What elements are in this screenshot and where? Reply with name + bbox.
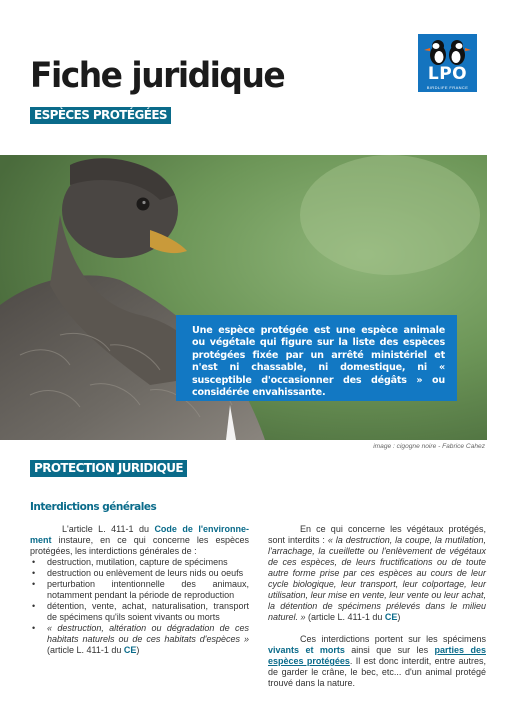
definition-box: Une espèce protégée est une espèce animale ou végétale qui figure sur la liste des espèces protégées fixée par un arrêté ministériel et n'est ni chassable, ni domestique, ni « susceptible d'occasionner des dégâts » ou considérée envahissante. (176, 315, 457, 401)
section-subtitle: Interdictions générales (30, 501, 157, 513)
lpo-logo[interactable] (418, 34, 477, 92)
article-ref: (article L. 411-1 du (305, 612, 385, 622)
species-tag: ESPÈCES PROTÉGÉES (30, 107, 171, 124)
ce-link[interactable]: CE (384, 612, 398, 622)
section-title: PROTECTION JURIDIQUE (30, 460, 187, 477)
intro-text-end: instaure, en ce qui concerne les espèces protégées, les interdictions générales de : (30, 535, 249, 556)
prohibitions-list (30, 557, 249, 656)
specimens-text-end: . Il est donc interdit, entre autres, de garder le crâne, le bec, etc... d'un animal protégé trouvé dans la nature. (268, 656, 486, 688)
list-item: • détention, vente, achat, naturalisation, transport de spécimens qu'ils soient vivants ou morts (30, 601, 249, 623)
list-item (30, 623, 249, 656)
article-ref: (article L. 411-1 du (47, 645, 124, 655)
ce-link[interactable]: CE (123, 645, 137, 655)
page-title: Fiche juridique (30, 56, 285, 96)
left-column (30, 524, 249, 656)
image-caption: image : cigogne noire - Fabrice Cahez (373, 443, 485, 450)
living-dead-highlight: vivants et morts (268, 645, 345, 655)
list-item: • destruction ou enlèvement de leurs nids ou oeufs (30, 568, 249, 579)
logo-name: LPO (427, 64, 468, 84)
right-column (268, 524, 486, 689)
ref-end: ) (397, 612, 401, 622)
specimens-text: Ces interdictions portent sur les spécimens (300, 634, 486, 644)
code-environnement-link[interactable]: Code de l'environne-ment (30, 524, 249, 545)
habitat-quote: « destruction, altération ou dégradation de ces habitats naturels ou de ces habitats d'espèces » (47, 623, 249, 644)
list-item: • perturbation intentionnelle des animaux, notamment pendant la période de reproduction (30, 579, 249, 601)
plants-paragraph (268, 524, 486, 623)
intro-paragraph (30, 524, 249, 557)
list-item: • destruction, mutilation, capture de spécimens (30, 557, 249, 568)
specimens-paragraph (268, 634, 486, 689)
logo-subtitle: BIRDLIFE FRANCE (426, 85, 469, 90)
specimens-text-mid: ainsi que sur les (344, 645, 435, 655)
intro-text: L'article L. 411-1 du (62, 524, 155, 534)
protected-parts-highlight: parties des espèces protégées (268, 645, 486, 666)
plants-quote: « la destruction, la coupe, la mutilation, l'arrachage, la cueillette ou l'enlèvement de végétaux de ces espèces, de leurs fructifications ou de toute autre forme prise par ces espèces au cours de leur cycle biologique, leur transport, leur colportage, leur utilisation, leur mise en vente, leur vente ou leur achat, la détention de spécimens prélevés dans le milieu naturel. » (268, 535, 486, 622)
ref-end: ) (136, 645, 140, 655)
plants-intro: En ce qui concerne les végétaux protégés, sont interdits : (268, 524, 486, 545)
